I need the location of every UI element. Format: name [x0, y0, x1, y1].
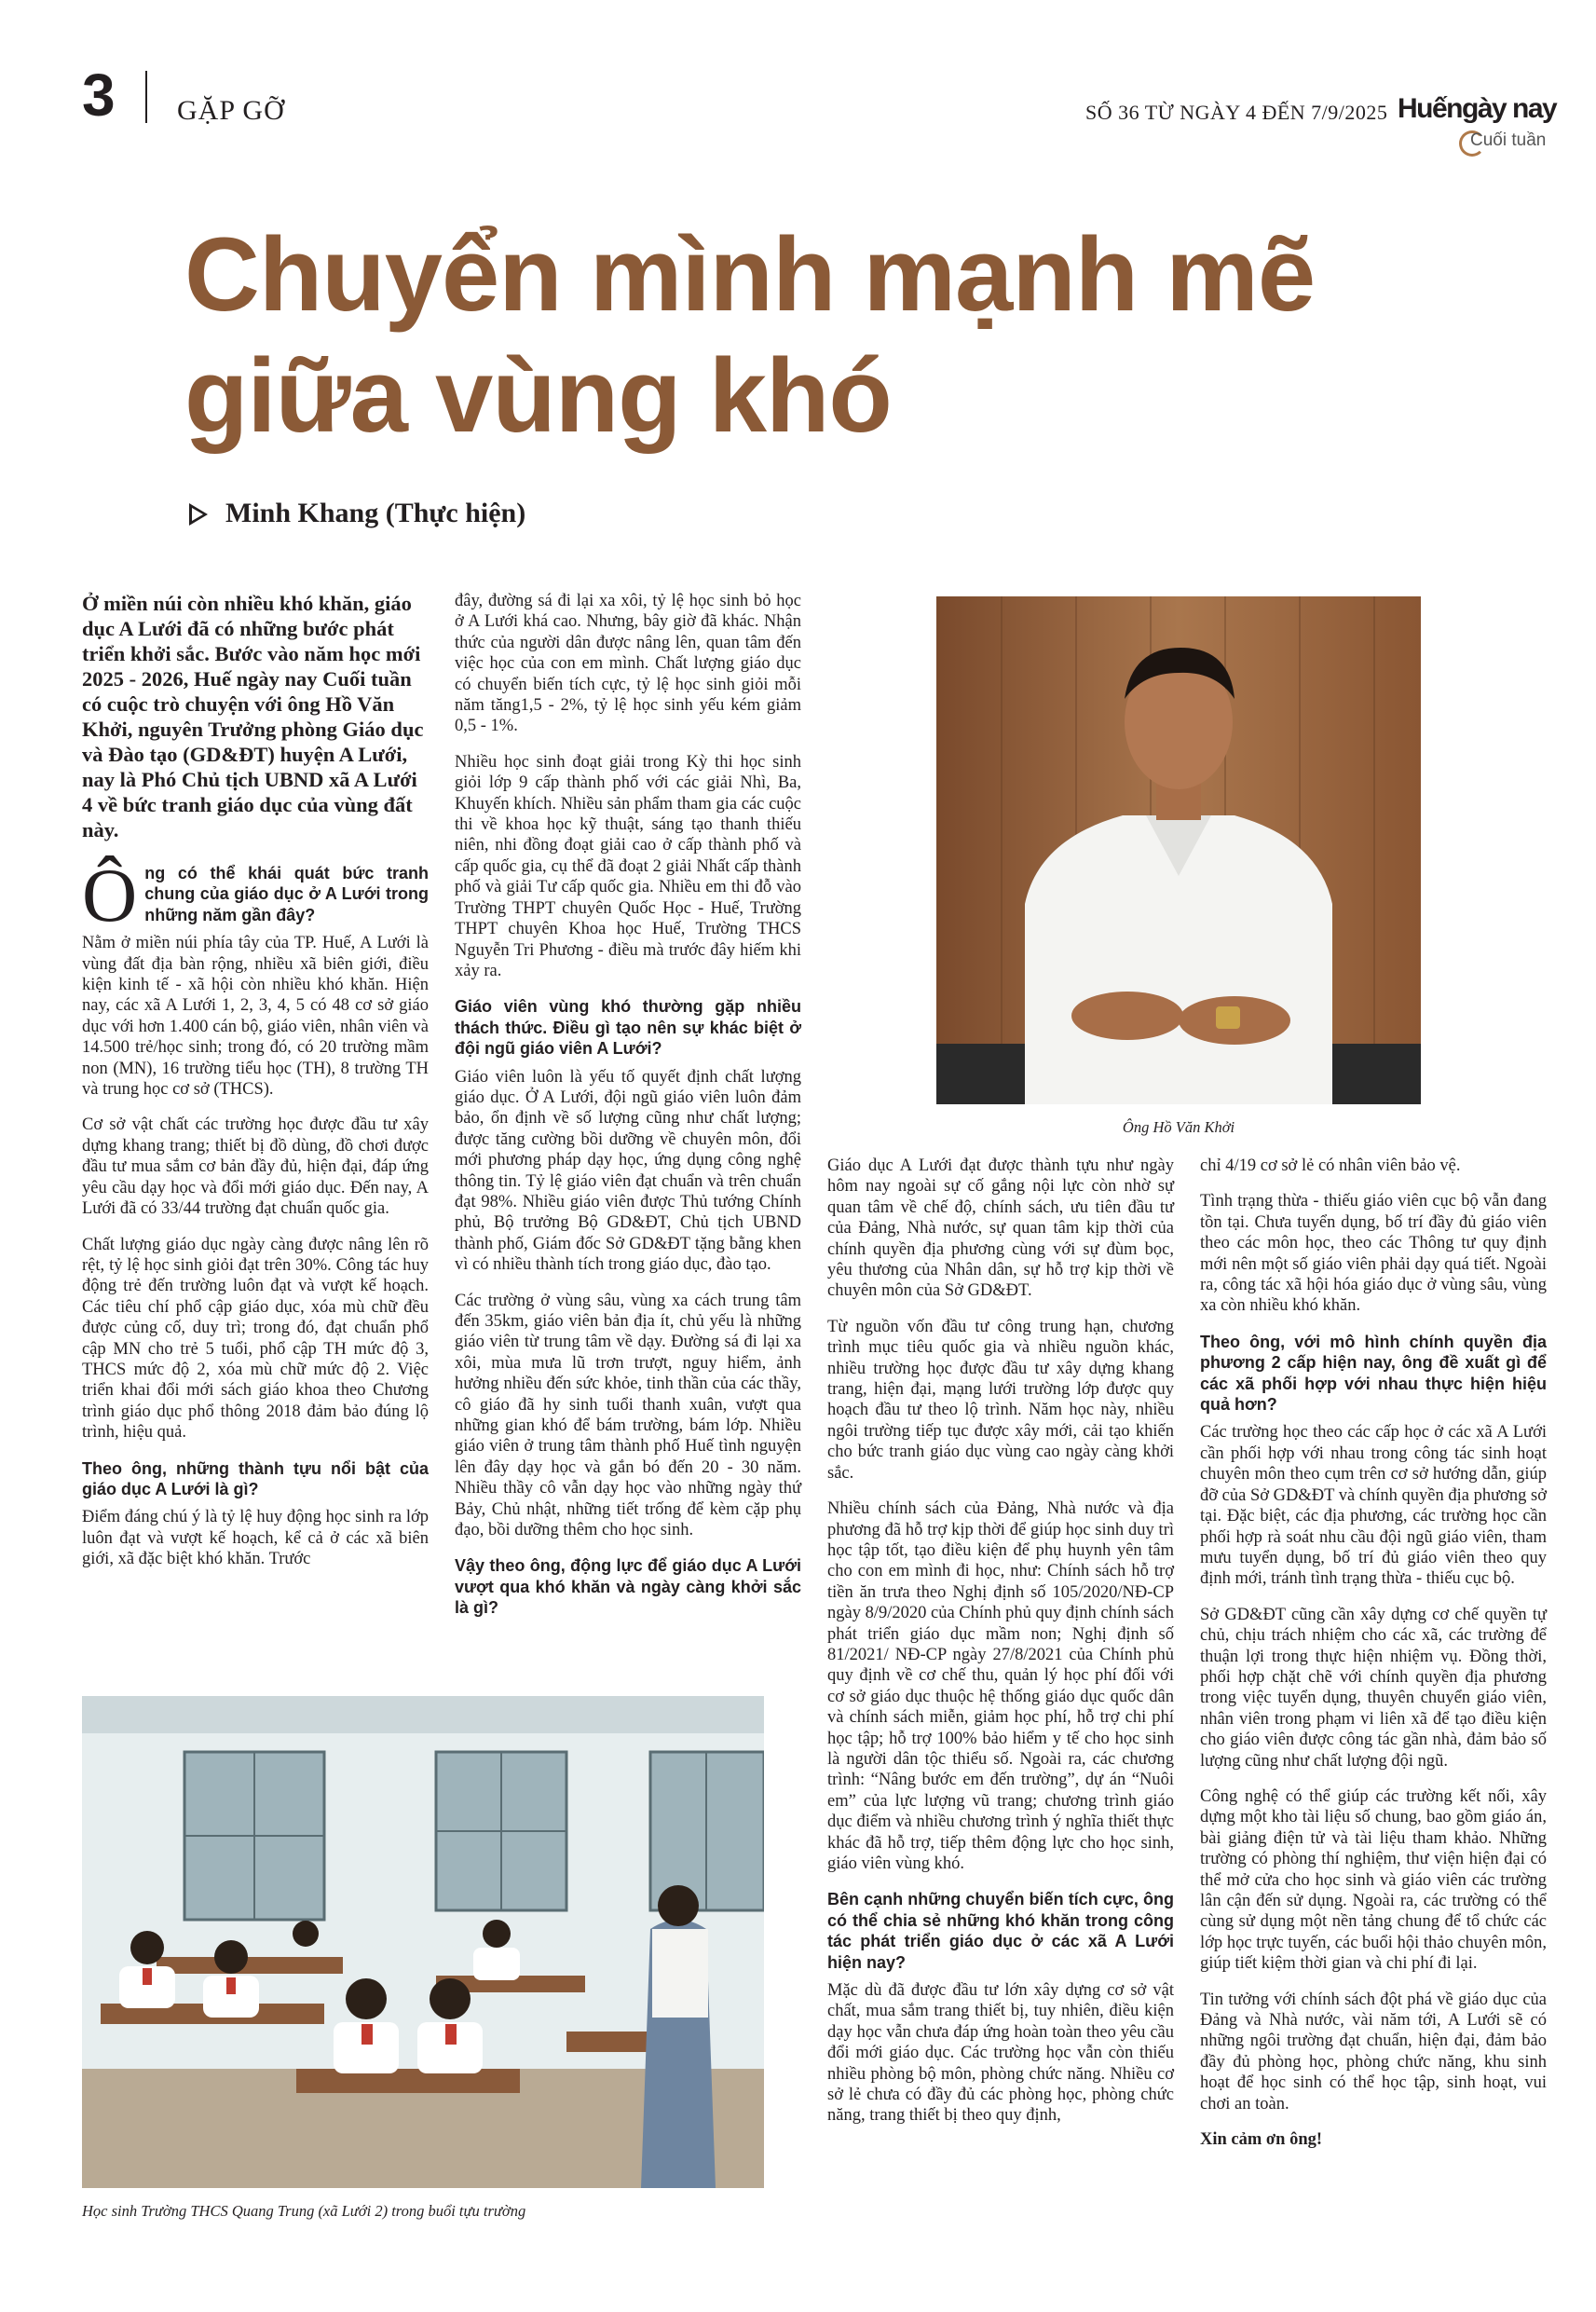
- headline: [184, 214, 1563, 457]
- question-1: [82, 853, 429, 937]
- paragraph: Mặc dù đã được đầu tư lớn xây dựng cơ sở vật chất, mua sắm trang thiết bị, tuy nhiên, điều kiện dạy học vẫn chưa đáp ứng hoàn toàn theo yêu cầu đổi mới giáo dục. Các trường học vẫn còn thiếu nhiều phòng bộ môn, phòng chức năng. Nhiều cơ sở lẻ chưa có đầy đủ các phòng học, phòng chức năng, trang thiết bị theo quy định,: [827, 1981, 1174, 2126]
- portrait-photo: [936, 596, 1421, 1104]
- paragraph: Các trường học theo các cấp học ở các xã A Lưới cần phối hợp với nhau trong công tác sinh hoạt chuyên môn theo cụm trên cơ sở hướng dẫn, giúp đỡ của Sở GD&ĐT và chính quyền địa phương sở tại. Đặc biệt, các địa phương, các trường học cần phối hợp rà soát nhu cầu đội ngũ giáo viên, tham mưu tuyển dụng, bố trí đủ giáo viên theo quy định mới, tránh tình trạng thừa - thiếu cục bộ.: [1200, 1423, 1548, 1589]
- headline-line-2: giữa vùng khó: [184, 337, 892, 454]
- paragraph: Chất lượng giáo dục ngày càng được nâng lên rõ rệt, tỷ lệ học sinh giỏi đạt trên 30%. Công tác huy động trẻ đến trường luôn đạt và vượt kế hoạch. Các tiêu chí phổ cập giáo dục, xóa mù chữ đều được củng cố, duy trì; trong đó, đạt chuẩn phổ cập MN cho trẻ 5 tuổi, phổ cập TH mức độ 3, THCS mức độ 2, xóa mù chữ mức độ 2. Việc triển khai đổi mới sách giáo khoa theo Chương trình giáo dục phổ thông 2018 đảm bảo đúng lộ trình, hiệu quả.: [82, 1235, 429, 1443]
- paragraph: Tin tưởng với chính sách đột phá về giáo dục của Đảng và Nhà nước, vài năm tới, A Lưới sẽ có những ngôi trường đạt chuẩn, hiện đại, đảm bảo đầy đủ phòng học, phòng chức năng, khu sinh hoạt để học sinh có thể học tập, sinh hoạt, vui chơi an toàn.: [1200, 1990, 1547, 2114]
- question-1-text: ng có thể khái quát bức tranh chung của giáo dục ở A Lưới trong những năm gần đây?: [144, 864, 429, 924]
- dropcap: Ô: [82, 853, 138, 937]
- portrait-caption: Ông Hồ Văn Khởi: [1122, 1118, 1235, 1136]
- paragraph: Nằm ở miền núi phía tây của TP. Huế, A Lưới là vùng đất địa bàn rộng, nhiều xã biên giới, điều kiện kinh tế - xã hội còn nhiều khó khăn. Hiện nay, các xã A Lưới 1, 2, 3, 4, 5 có 48 cơ sở giáo dục với hơn 1.400 cán bộ, giáo viên, nhân viên và 14.500 trẻ/học sinh; trong đó, có 20 trường mầm non (MN), 16 trường tiểu học (TH), 8 trường TH và trung học cơ sở (THCS).: [82, 934, 429, 1100]
- byline: Minh Khang (Thực hiện): [225, 498, 526, 528]
- play-arrow-icon: [189, 503, 208, 526]
- paragraph: Cơ sở vật chất các trường học được đầu tư xây dựng khang trang; thiết bị đồ dùng, đồ chơi được đầu tư mua sắm cơ bản đầy đủ, hiện đại, đáp ứng yêu cầu dạy học và đổi mới giáo dục. Đến nay, A Lưới đã có 33/44 trường đạt chuẩn quốc gia.: [82, 1115, 429, 1219]
- paragraph: Giáo viên luôn là yếu tố quyết định chất lượng giáo dục. Ở A Lưới, đội ngũ giáo viên luôn đảm bảo, ổn định về số lượng cũng như chất lượng; được tăng cường bồi dưỡng về chuyên môn, đổi mới phương pháp dạy học, ứng dụng công nghệ thông tin. Tỷ lệ giáo viên đạt chuẩn và trên chuẩn đạt 98%. Nhiều giáo viên được Thủ tướng Chính phủ, Bộ trưởng Bộ GD&ĐT, Chủ tịch UBND thành phố, Giám đốc Sở GD&ĐT tặng bằng khen vì có nhiều thành tích trong giáo dục, đào tạo.: [455, 1067, 801, 1275]
- paragraph: Điểm đáng chú ý là tỷ lệ huy động học sinh ra lớp luôn đạt và vượt kế hoạch, kể cả ở các xã biên giới, xã đặc biệt khó khăn. Trước: [82, 1508, 429, 1569]
- paragraph: Nhiều chính sách của Đảng, Nhà nước và địa phương đã hỗ trợ kịp thời để giúp học sinh duy trì học tập tốt, tạo điều kiện để phụ huynh yên tâm cho con em mình đi học, như: Chính sách hỗ trợ tiền ăn trưa theo Nghị định số 105/2020/NĐ-CP ngày 8/9/2020 của Chính phủ quy định chính sách phát triển giáo dục mầm non; Nghị định số 81/2021/ NĐ-CP ngày 27/8/2021 của Chính phủ quy định về cơ chế thu, quản lý học phí đối với cơ sở giáo dục thuộc hệ thống giáo dục quốc dân và chính sách miễn, giảm học phí, hỗ trợ chi phí học tập; hỗ trợ 100% bảo hiểm y tế cho học sinh là người dân tộc thiểu số. Ngoài ra, các chương trình: “Nâng bước em đến trường”, dự án “Nuôi em” của lực lượng vũ trang; chương trình giáo dục điểm và nhiều chương trình ý nghĩa thiết thực khác đã hỗ trợ, tiếp thêm động lực cho học sinh, giáo viên vùng khó.: [827, 1499, 1175, 1873]
- paragraph: chỉ 4/19 cơ sở lẻ có nhân viên bảo vệ.: [1200, 1156, 1461, 1175]
- paragraph: Giáo dục A Lưới đạt được thành tựu như ngày hôm nay ngoài sự cố gắng nội lực còn nhờ sự quan tâm về chế độ, chính sách, ưu tiên đầu tư của Đảng, Nhà nước, sự quan tâm kịp thời của chính quyền địa phương cùng với sự đùm bọc, yêu thương của Nhân dân, sự hỗ trợ kịp thời về chuyên môn của Sở GD&ĐT.: [827, 1156, 1174, 1301]
- logo-main-text: Huếngày nay: [1398, 93, 1557, 124]
- question-3: Giáo viên vùng khó thường gặp nhiều thách thức. Điều gì tạo nên sự khác biệt ở đội ngũ giáo viên A Lưới?: [455, 997, 801, 1059]
- classroom-photo: [82, 1696, 764, 2188]
- lead-paragraph: Ở miền núi còn nhiều khó khăn, giáo dục A Lưới đã có những bước phát triển khởi sắc. Bước vào năm học mới 2025 - 2026, Huế ngày nay Cuối tuần có cuộc trò chuyện với ông Hồ Văn Khởi, nguyên Trưởng phòng Giáo dục và Đào tạo (GD&ĐT) huyện A Lưới, nay là Phó Chủ tịch UBND xã A Lưới 4 về bức tranh giáo dục của vùng đất này.: [82, 592, 424, 841]
- column-3: [827, 1156, 1174, 2141]
- paragraph: Các trường ở vùng sâu, vùng xa cách trung tâm đến 35km, giáo viên bản địa ít, chủ yếu là những giáo viên từ trung tâm về dạy. Đường sá đi lại xa xôi, mùa mưa lũ trơn trượt, nguy hiểm, ảnh hưởng nhiều đến sức khỏe, tinh thần của các thầy, cô giáo đã hy sinh tuổi thanh xuân, vượt qua những gian khó để bám trường, bám lớp. Nhiều giáo viên ở trung tâm thành phố Huế tình nguyện lên đây dạy học và gắn bó đến 20 - 30 năm. Nhiều thầy cô vẫn dạy học vào những ngày thứ Bảy, Chủ nhật, những tiết trống để kèm cặp phụ đạo, bồi dưỡng thêm cho học sinh.: [455, 1291, 801, 1540]
- header-divider: [145, 71, 147, 123]
- classroom-caption: Học sinh Trường THCS Quang Trung (xã Lưới 2) trong buổi tựu trường: [82, 2202, 526, 2220]
- page-number: 3: [82, 62, 116, 129]
- portrait-illustration: [936, 596, 1421, 1104]
- paragraph: Tình trạng thừa - thiếu giáo viên cục bộ vẫn đang tồn tại. Chưa tuyển dụng, bố trí đầy đủ giáo viên theo các môn học, theo các Thông tư quy định mới nên một số giáo viên phải dạy quá tiết. Ngoài ra, công tác xã hội hóa giáo dục ở vùng sâu, vùng xa còn nhiều khó khăn.: [1200, 1192, 1547, 1316]
- issue-info: SỐ 36 TỪ NGÀY 4 ĐẾN 7/9/2025: [1085, 101, 1388, 124]
- publication-logo: [1398, 93, 1557, 168]
- closing-line: Xin cảm ơn ông!: [1200, 2130, 1323, 2150]
- classroom-illustration: [82, 1696, 764, 2188]
- question-6: Theo ông, với mô hình chính quyền địa phương 2 cấp hiện nay, ông đề xuất gì để các xã phối hợp với nhau thực hiện hiệu quả hơn?: [1200, 1332, 1547, 1415]
- paragraph: đây, đường sá đi lại xa xôi, tỷ lệ học sinh bỏ học ở A Lưới khá cao. Nhưng, bây giờ đã khác. Nhận thức của người dân được nâng lên, quan tâm đến việc học của con em mình. Chất lượng giáo dục có chuyển biến tích cực, tỷ lệ học sinh giỏi mỗi năm tăng1,5 - 2%, tỷ lệ học sinh yếu kém giảm 0,5 - 1%.: [455, 592, 801, 736]
- question-2: Theo ông, những thành tựu nổi bật của giáo dục A Lưới là gì?: [82, 1458, 429, 1498]
- logo-sub-text: Cuối tuần: [1470, 130, 1547, 150]
- question-4: Vậy theo ông, động lực để giáo dục A Lưới vượt qua khó khăn và ngày càng khởi sắc là gì?: [455, 1556, 801, 1618]
- section-title: GẶP GỠ: [177, 95, 285, 126]
- paragraph: Nhiều học sinh đoạt giải trong Kỳ thi học sinh giỏi lớp 9 cấp thành phố với các giải Nhì, Ba, Khuyến khích. Nhiều sản phẩm tham gia các cuộc thi về khoa học kỹ thuật, sáng tạo thanh thiếu niên, nhi đồng đoạt giải cao ở cấp thành phố và cấp quốc gia, cụ thể đã đoạt 2 giải Nhất cấp thành phố và giải Tư cấp quốc gia. Nhiều em thi đỗ vào Trường THPT chuyên Quốc Học - Huế, Trường THPT chuyên Khoa học Huế, Trường THCS Nguyễn Tri Phương - điều mà trước đây hiếm khi xảy ra.: [455, 752, 801, 980]
- column-1: [82, 591, 429, 1585]
- question-5: Bên cạnh những chuyển biến tích cực, ông có thể chia sẻ những khó khăn trong công tác phát triển giáo dục ở các xã A Lưới hiện nay?: [827, 1890, 1174, 1972]
- column-2: [455, 591, 801, 1626]
- paragraph: Công nghệ có thể giúp các trường kết nối, xây dựng một kho tài liệu số chung, bao gồm giáo án, bài giảng điện tử và tài liệu tham khảo. Những trường có phòng thí nghiệm, thư viện hiện đại có thể mở cửa cho học sinh và giáo viên các trường lân cận đến sử dụng. Ngoài ra, các trường có thể cùng sử dụng một nền tảng chung để tổ chức các lớp học trực tuyến, các buổi hội thảo chuyên môn, giúp tiết kiệm thời gian và chi phí đi lại.: [1200, 1786, 1547, 1974]
- headline-line-1: Chuyển mình mạnh mẽ: [184, 216, 1316, 333]
- paragraph: Sở GD&ĐT cũng cần xây dựng cơ chế quyền tự chủ, chịu trách nhiệm cho các xã, các trường để thuận lợi trong thực hiện nhiệm vụ. Đồng thời, phối hợp chặt chẽ với chính quyền địa phương trong việc tuyển dụng, thuyên chuyển giáo viên, nhân viên trong phạm vi liên xã để tạo điều kiện cho giáo viên được công tác gần nhà, đảm bảo số lượng cũng như chất lượng đội ngũ.: [1200, 1605, 1547, 1771]
- column-4: [1200, 1156, 1547, 2165]
- paragraph: Từ nguồn vốn đầu tư công trung hạn, chương trình mục tiêu quốc gia và nhiều nguồn khác, nhiều trường học được đầu tư xây dựng khang trang, hiện đại, mạng lưới trường lớp được quy hoạch đầu tư theo lộ trình. Năm học này, nhiều ngôi trường tiếp tục được xây mới, cải tạo khiến cho bức tranh giáo dục vùng cao ngày càng khởi sắc.: [827, 1317, 1174, 1483]
